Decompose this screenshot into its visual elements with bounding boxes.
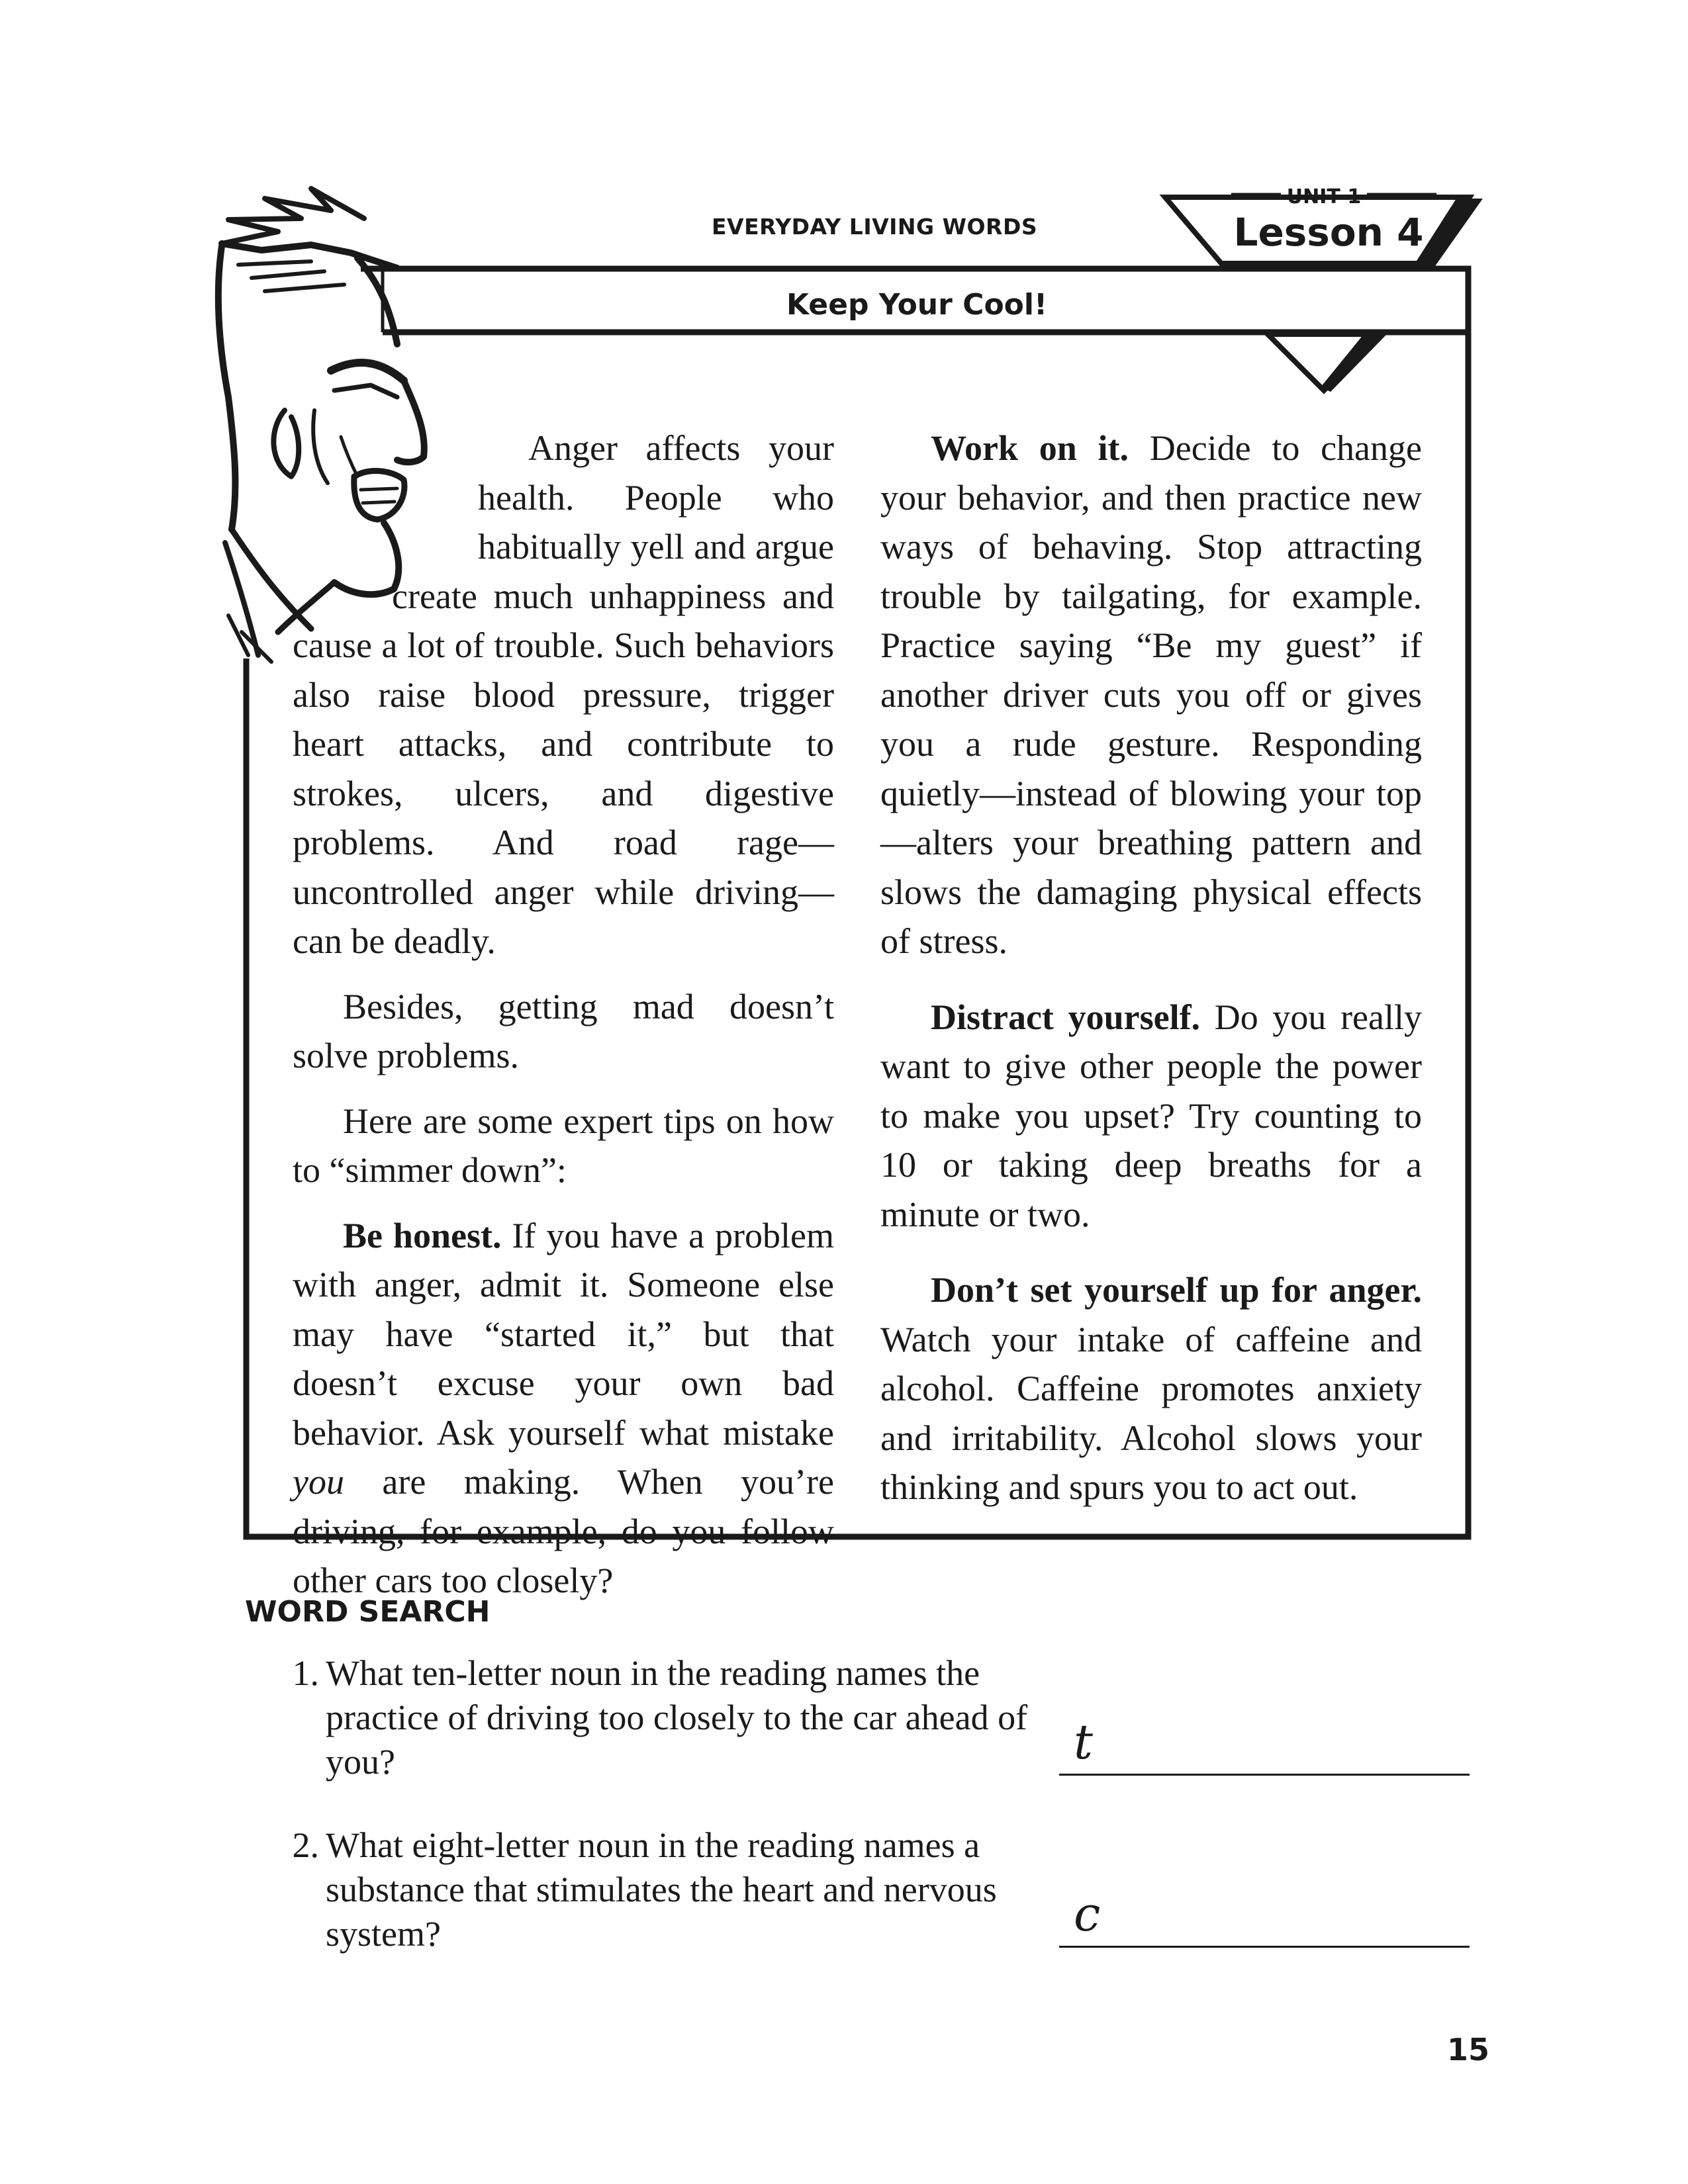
unit-label: UNIT 1 — [1286, 185, 1362, 208]
question-number: 2. — [292, 1825, 319, 1865]
illustration-wrap-spacer — [293, 569, 392, 615]
tip-heading: Don’t set yourself up for anger. — [931, 1270, 1422, 1310]
answer-start-letter: c — [1074, 1886, 1101, 1942]
word-search-title: WORD SEARCH — [245, 1595, 491, 1629]
illustration-wrap-spacer — [293, 424, 478, 569]
page-number: 15 — [1446, 2032, 1489, 2068]
article-right-column — [880, 424, 1422, 1528]
answer-line-2[interactable] — [1059, 1886, 1470, 1948]
paragraph-besides: Besides, getting mad doesn’t solve problems. — [293, 986, 834, 1075]
question-text: What ten-letter noun in the reading names the practice of driving too closely to the car ahead of you? — [326, 1653, 1028, 1782]
tip-work-on-it: Work on it. Decide to change your behavior, and then practice new ways of behaving. Stop attracting trouble by tailgating, for example. Practice saying “Be my guest” if another driver cuts you off or gives you a rude gesture. Responding quietly—instead of blowing your top—alters your breathing pattern and slows the damaging physical effects of stress. — [880, 428, 1422, 961]
question-text: What eight-letter noun in the reading names a substance that stimulates the heart and nervous system? — [326, 1825, 997, 1954]
question-1 — [292, 1651, 1080, 1784]
tip-dont-set-up: Don’t set yourself up for anger. Watch your intake of caffeine and alcohol. Caffeine promotes anxiety and irritability. Alcohol slows your thinking and spurs you to act out. — [880, 1270, 1422, 1507]
answer-line-1[interactable] — [1059, 1714, 1470, 1776]
article-left-column — [293, 424, 834, 1621]
lesson-label: Lesson 4 — [1233, 210, 1424, 255]
tip-heading: Work on it. — [931, 428, 1129, 468]
tip-be-honest: Be honest. If you have a problem with anger, admit it. Someone else may have “started it,” but that doesn’t excuse your own bad behavior. Ask yourself what mistake you are making. When you’re driving, for example, do you follow other cars too closely? — [293, 1215, 835, 1600]
question-number: 1. — [292, 1653, 319, 1693]
paragraph-tips-intro: Here are some expert tips on how to “simmer down”: — [293, 1101, 834, 1190]
answer-start-letter: t — [1074, 1714, 1093, 1770]
tip-distract-yourself: Distract yourself. Do you really want to give other people the power to make you upset? Try counting to 10 or taking deep breaths for a minute or two. — [880, 997, 1422, 1234]
tip-heading: Distract yourself. — [931, 997, 1201, 1037]
tip-heading: Be honest. — [343, 1215, 502, 1255]
intro-paragraph: Anger affects your health. People who habitually yell and argue create much unhappiness and cause a lot of trouble. Such behaviors also raise blood pressure, trigger heart attacks, and contribute to strokes, ulcers, and digestive problems. And road rage—uncontrolled anger while driving—can be deadly. — [293, 428, 834, 961]
question-2 — [292, 1823, 1080, 1956]
running-head: EVERYDAY LIVING WORDS — [712, 214, 1038, 240]
article-title: Keep Your Cool! — [786, 288, 1048, 322]
